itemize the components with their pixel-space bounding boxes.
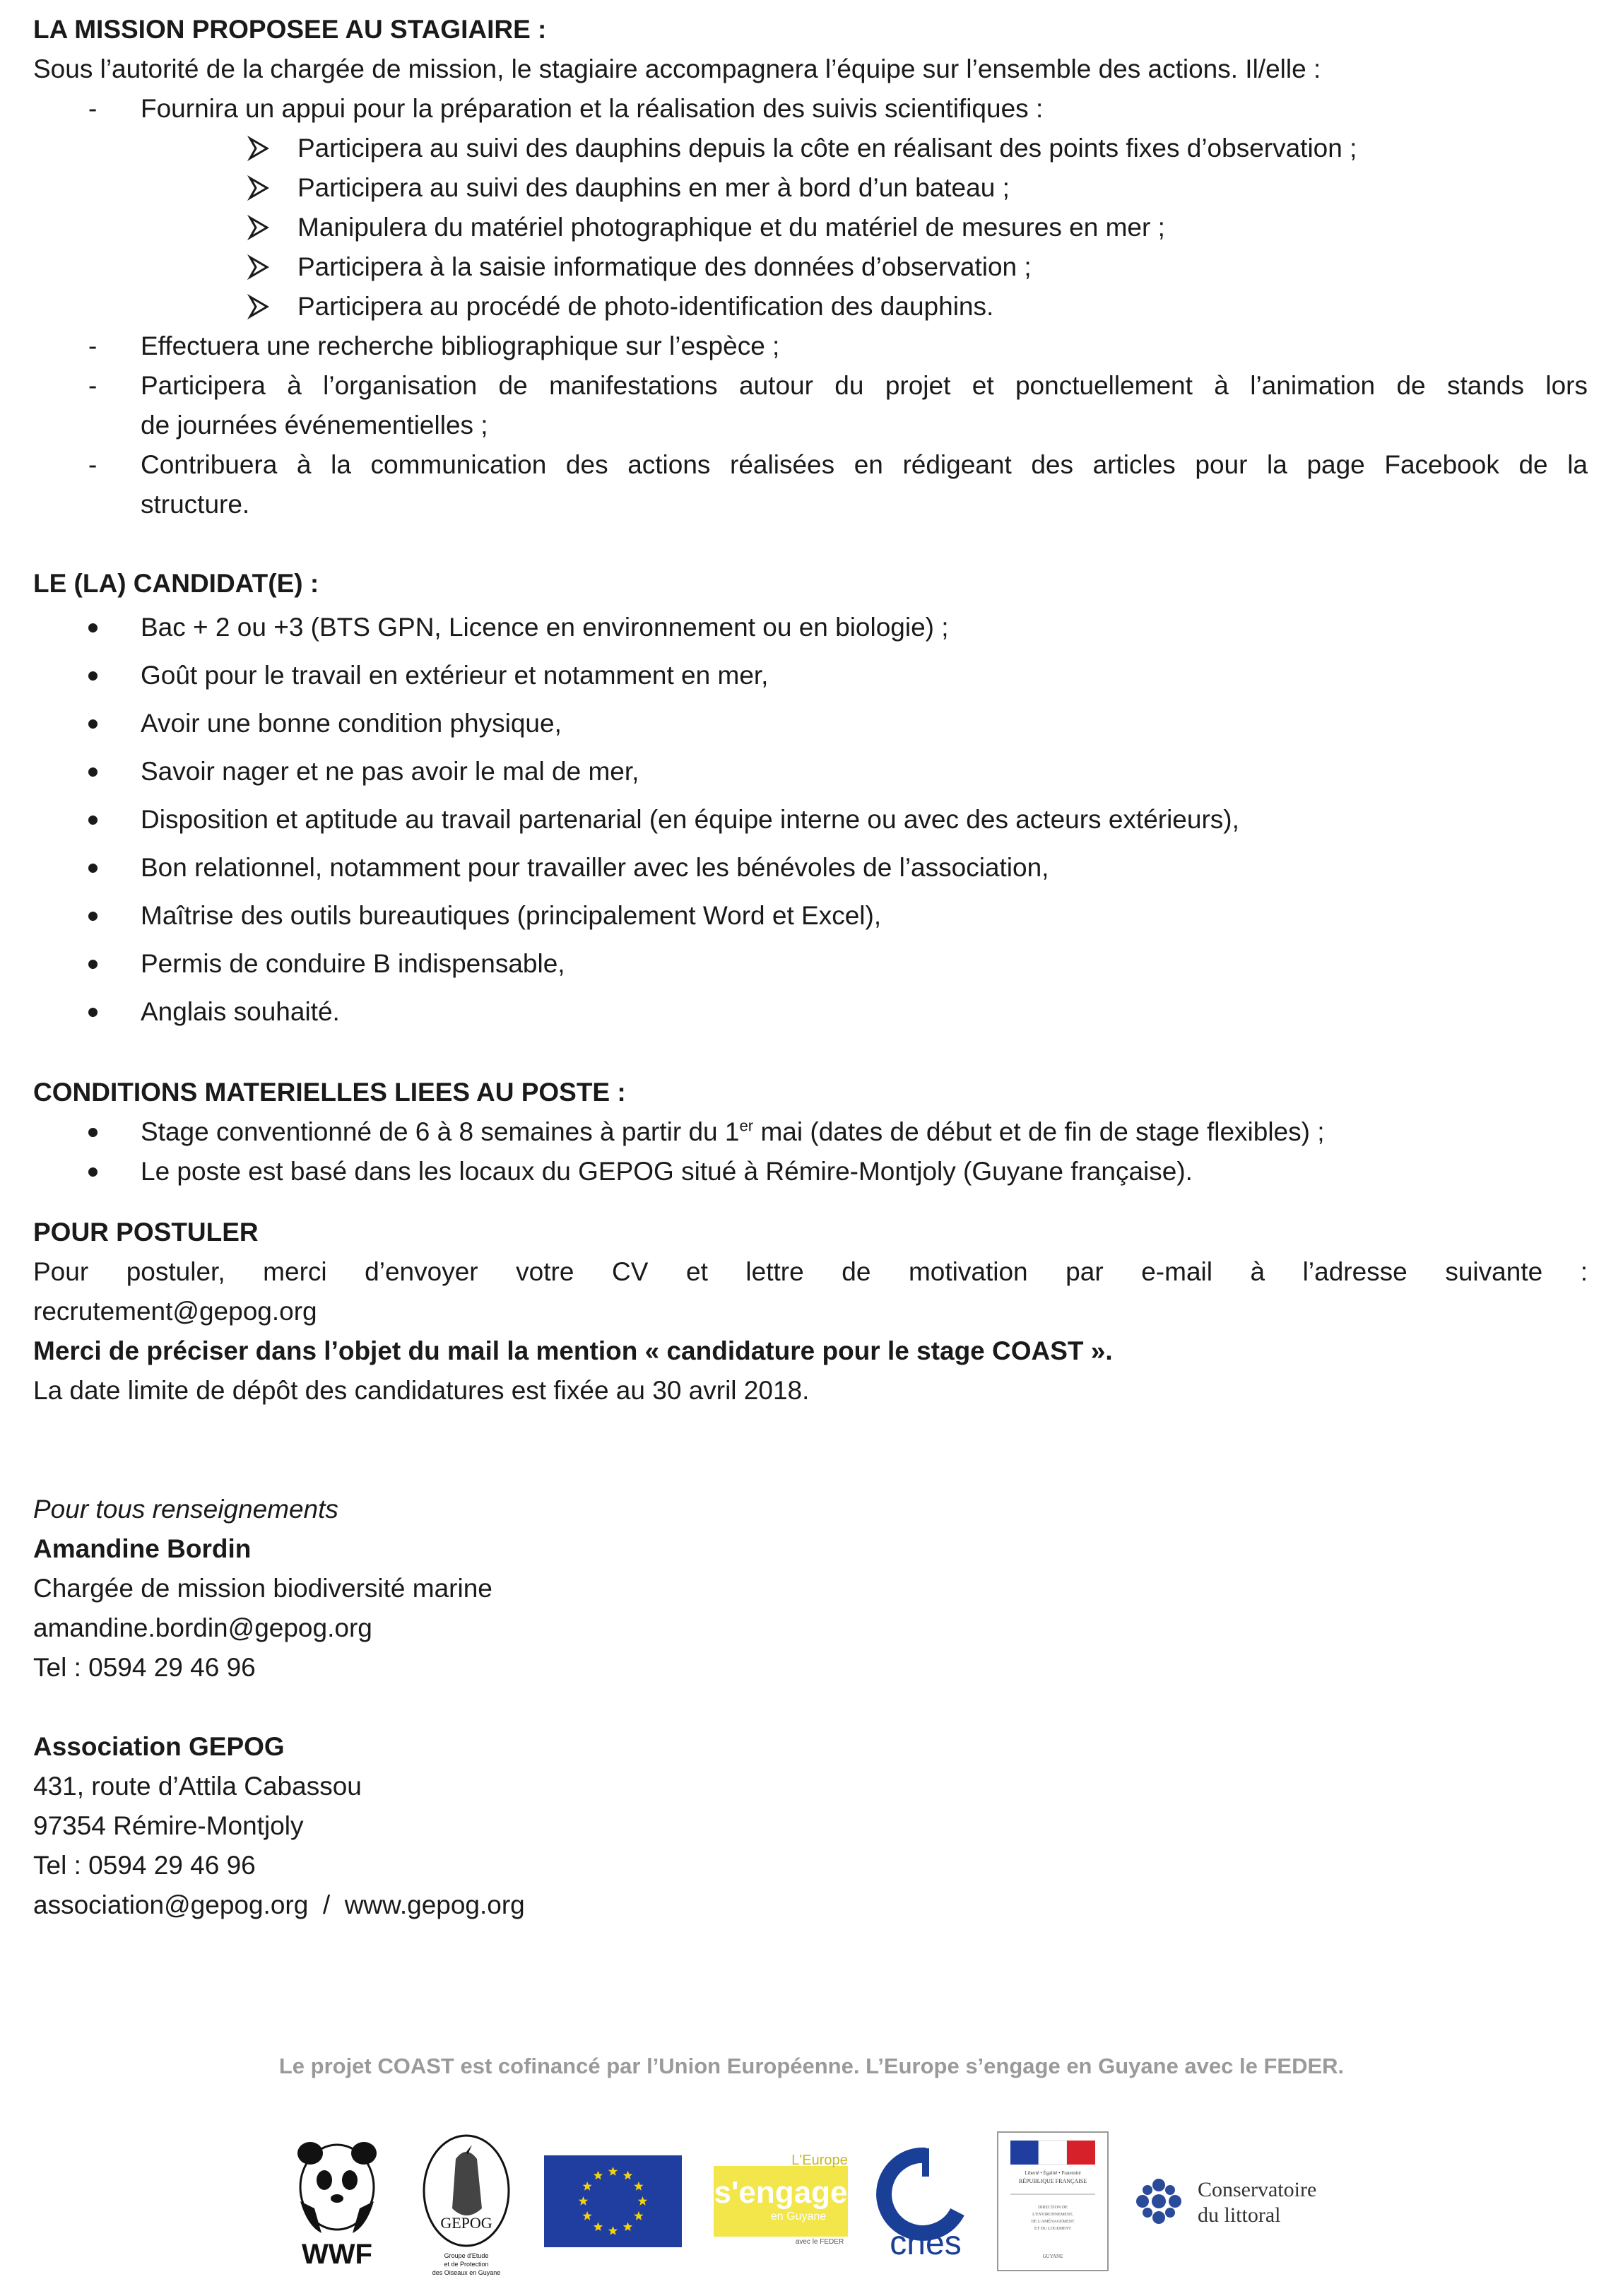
bullet-dot xyxy=(88,719,98,729)
svg-text:du littoral: du littoral xyxy=(1198,2203,1281,2227)
bullet-dot xyxy=(88,767,98,777)
svg-text:Conservatoire: Conservatoire xyxy=(1198,2178,1317,2201)
mission-heading: LA MISSION PROPOSEE AU STAGIAIRE : xyxy=(33,15,547,44)
list-item: Le poste est basé dans les locaux du GEPOG situé à Rémire-Montjoly (Guyane française). xyxy=(33,1152,1588,1191)
bullet-dot xyxy=(88,1167,98,1177)
svg-text:Groupe d'Etude: Groupe d'Etude xyxy=(444,2252,489,2259)
subject-note: Merci de préciser dans l’objet du mail la mention « candidature pour le stage COAST ». xyxy=(33,1336,1113,1365)
dash-marker: - xyxy=(88,371,98,400)
list-item: Disposition et aptitude au travail partenarial (en équipe interne ou avec des acteurs extérieurs), xyxy=(33,796,1588,844)
list-item: Goût pour le travail en extérieur et notamment en mer, xyxy=(33,652,1588,700)
contact-role: Chargée de mission biodiversité marine xyxy=(33,1574,492,1603)
list-item: Maîtrise des outils bureautiques (principalement Word et Excel), xyxy=(33,892,1588,940)
recruitment-email[interactable]: recrutement@gepog.org xyxy=(33,1297,317,1326)
dash-marker: - xyxy=(88,94,98,123)
list-item-continuation: de journées événementielles ; xyxy=(141,411,488,440)
list-item: Participera à la saisie informatique des données d’observation ; xyxy=(33,247,1588,287)
deadline-text: La date limite de dépôt des candidatures est fixée au 30 avril 2018. xyxy=(33,1376,810,1405)
bullet-dot xyxy=(88,623,98,632)
postuler-heading: POUR POSTULER xyxy=(33,1218,259,1247)
list-item: Permis de conduire B indispensable, xyxy=(33,940,1588,988)
list-item: - Fournira un appui pour la préparation et la réalisation des suivis scientifiques : xyxy=(33,89,1588,129)
association-address: 431, route d’Attila Cabassou xyxy=(33,1772,362,1801)
list-item: Participera au suivi des dauphins depuis la côte en réalisant des points fixes d’observation ; xyxy=(33,129,1588,168)
bullet-dot xyxy=(88,912,98,921)
list-item-continuation: structure. xyxy=(141,490,250,519)
arrow-bullet-icon xyxy=(244,168,273,208)
list-item: - Effectuera une recherche bibliographique sur l’espèce ; xyxy=(33,326,1588,366)
postuler-text: Pour postuler, merci d’envoyer votre CV et lettre de motivation par e-mail à l’adresse suivante : xyxy=(33,1257,1588,1286)
eu-flag-logo xyxy=(544,2155,682,2247)
svg-text:DIRECTION DE: DIRECTION DE xyxy=(1038,2206,1068,2210)
partner-logos xyxy=(0,2117,1623,2279)
gepog-logo xyxy=(417,2131,516,2279)
bullet-dot xyxy=(88,864,98,873)
list-item: Participera au procédé de photo-identification des dauphins. xyxy=(33,287,1588,326)
svg-text:L'Europe: L'Europe xyxy=(791,2153,848,2168)
svg-text:Liberté • Égalité • Fraternité: Liberté • Égalité • Fraternité xyxy=(1025,2170,1081,2176)
svg-text:GUYANE: GUYANE xyxy=(1042,2254,1063,2259)
svg-text:DE L'AMÉNAGEMENT: DE L'AMÉNAGEMENT xyxy=(1031,2220,1075,2224)
list-item: Bon relationnel, notamment pour travailler avec les bénévoles de l’association, xyxy=(33,844,1588,892)
svg-text:avec le FEDER: avec le FEDER xyxy=(795,2238,844,2246)
svg-text:et de Protection: et de Protection xyxy=(444,2261,489,2268)
list-item: Stage conventionné de 6 à 8 semaines à partir du 1er mai (dates de début et de fin de stage flexibles) ; xyxy=(33,1112,1588,1152)
wwf-text: WWF xyxy=(302,2239,372,2268)
list-item: Savoir nager et ne pas avoir le mal de mer, xyxy=(33,748,1588,796)
republique-francaise-logo xyxy=(996,2131,1109,2272)
bullet-dot xyxy=(88,671,98,681)
list-item: - Participera à l’organisation de manifestations autour du projet et ponctuellement à l’animation de stands lors xyxy=(33,366,1588,406)
list-item: Participera au suivi des dauphins en mer à bord d’un bateau ; xyxy=(33,168,1588,208)
cnes-logo xyxy=(873,2145,979,2258)
arrow-bullet-icon xyxy=(244,287,273,326)
svg-text:RÉPUBLIQUE FRANÇAISE: RÉPUBLIQUE FRANÇAISE xyxy=(1018,2178,1087,2184)
dash-marker: - xyxy=(88,450,98,479)
association-city: 97354 Rémire-Montjoly xyxy=(33,1811,304,1840)
list-item: - Contribuera à la communication des actions réalisées en rédigeant des articles pour la page Facebook de la xyxy=(33,445,1588,485)
list-item: Bac + 2 ou +3 (BTS GPN, Licence en environnement ou en biologie) ; xyxy=(33,604,1588,652)
association-name: Association GEPOG xyxy=(33,1732,285,1761)
list-item: Avoir une bonne condition physique, xyxy=(33,700,1588,748)
candidat-heading: LE (LA) CANDIDAT(E) : xyxy=(33,569,319,598)
association-web[interactable]: association@gepog.org / www.gepog.org xyxy=(33,1890,525,1919)
wwf-logo xyxy=(293,2138,382,2268)
europe-engage-logo xyxy=(714,2152,848,2247)
arrow-bullet-icon xyxy=(244,208,273,247)
svg-text:ET DU LOGEMENT: ET DU LOGEMENT xyxy=(1034,2227,1071,2231)
bullet-dot xyxy=(88,960,98,969)
bullet-dot xyxy=(88,1128,98,1137)
bullet-dot xyxy=(88,1008,98,1017)
contact-name: Amandine Bordin xyxy=(33,1534,252,1563)
svg-text:L'ENVIRONNEMENT,: L'ENVIRONNEMENT, xyxy=(1032,2213,1073,2217)
contact-email[interactable]: amandine.bordin@gepog.org xyxy=(33,1613,372,1642)
bullet-dot xyxy=(88,816,98,825)
conservatoire-littoral-logo xyxy=(1131,2170,1342,2233)
funding-note: Le projet COAST est cofinancé par l’Union Européenne. L’Europe s’engage en Guyane avec le FEDER. xyxy=(278,2054,1345,2078)
svg-text:cnes: cnes xyxy=(890,2225,962,2258)
arrow-bullet-icon xyxy=(244,247,273,287)
arrow-bullet-icon xyxy=(244,129,273,168)
association-tel: Tel : 0594 29 46 96 xyxy=(33,1851,256,1880)
mission-intro: Sous l’autorité de la chargée de mission, le stagiaire accompagnera l’équipe sur l’ensemble des actions. Il/elle : xyxy=(33,54,1321,83)
svg-text:GEPOG: GEPOG xyxy=(440,2214,492,2232)
document-page xyxy=(33,10,1588,1925)
conditions-heading: CONDITIONS MATERIELLES LIEES AU POSTE : xyxy=(33,1078,626,1107)
contact-tel: Tel : 0594 29 46 96 xyxy=(33,1653,256,1682)
contact-intro: Pour tous renseignements xyxy=(33,1495,338,1524)
svg-text:s'engage: s'engage xyxy=(714,2175,848,2210)
svg-text:en Guyane: en Guyane xyxy=(770,2210,827,2223)
dash-marker: - xyxy=(88,331,98,360)
list-item: Anglais souhaité. xyxy=(33,988,1588,1036)
list-item: Manipulera du matériel photographique et du matériel de mesures en mer ; xyxy=(33,208,1588,247)
svg-text:des Oiseaux en Guyane: des Oiseaux en Guyane xyxy=(432,2269,501,2276)
